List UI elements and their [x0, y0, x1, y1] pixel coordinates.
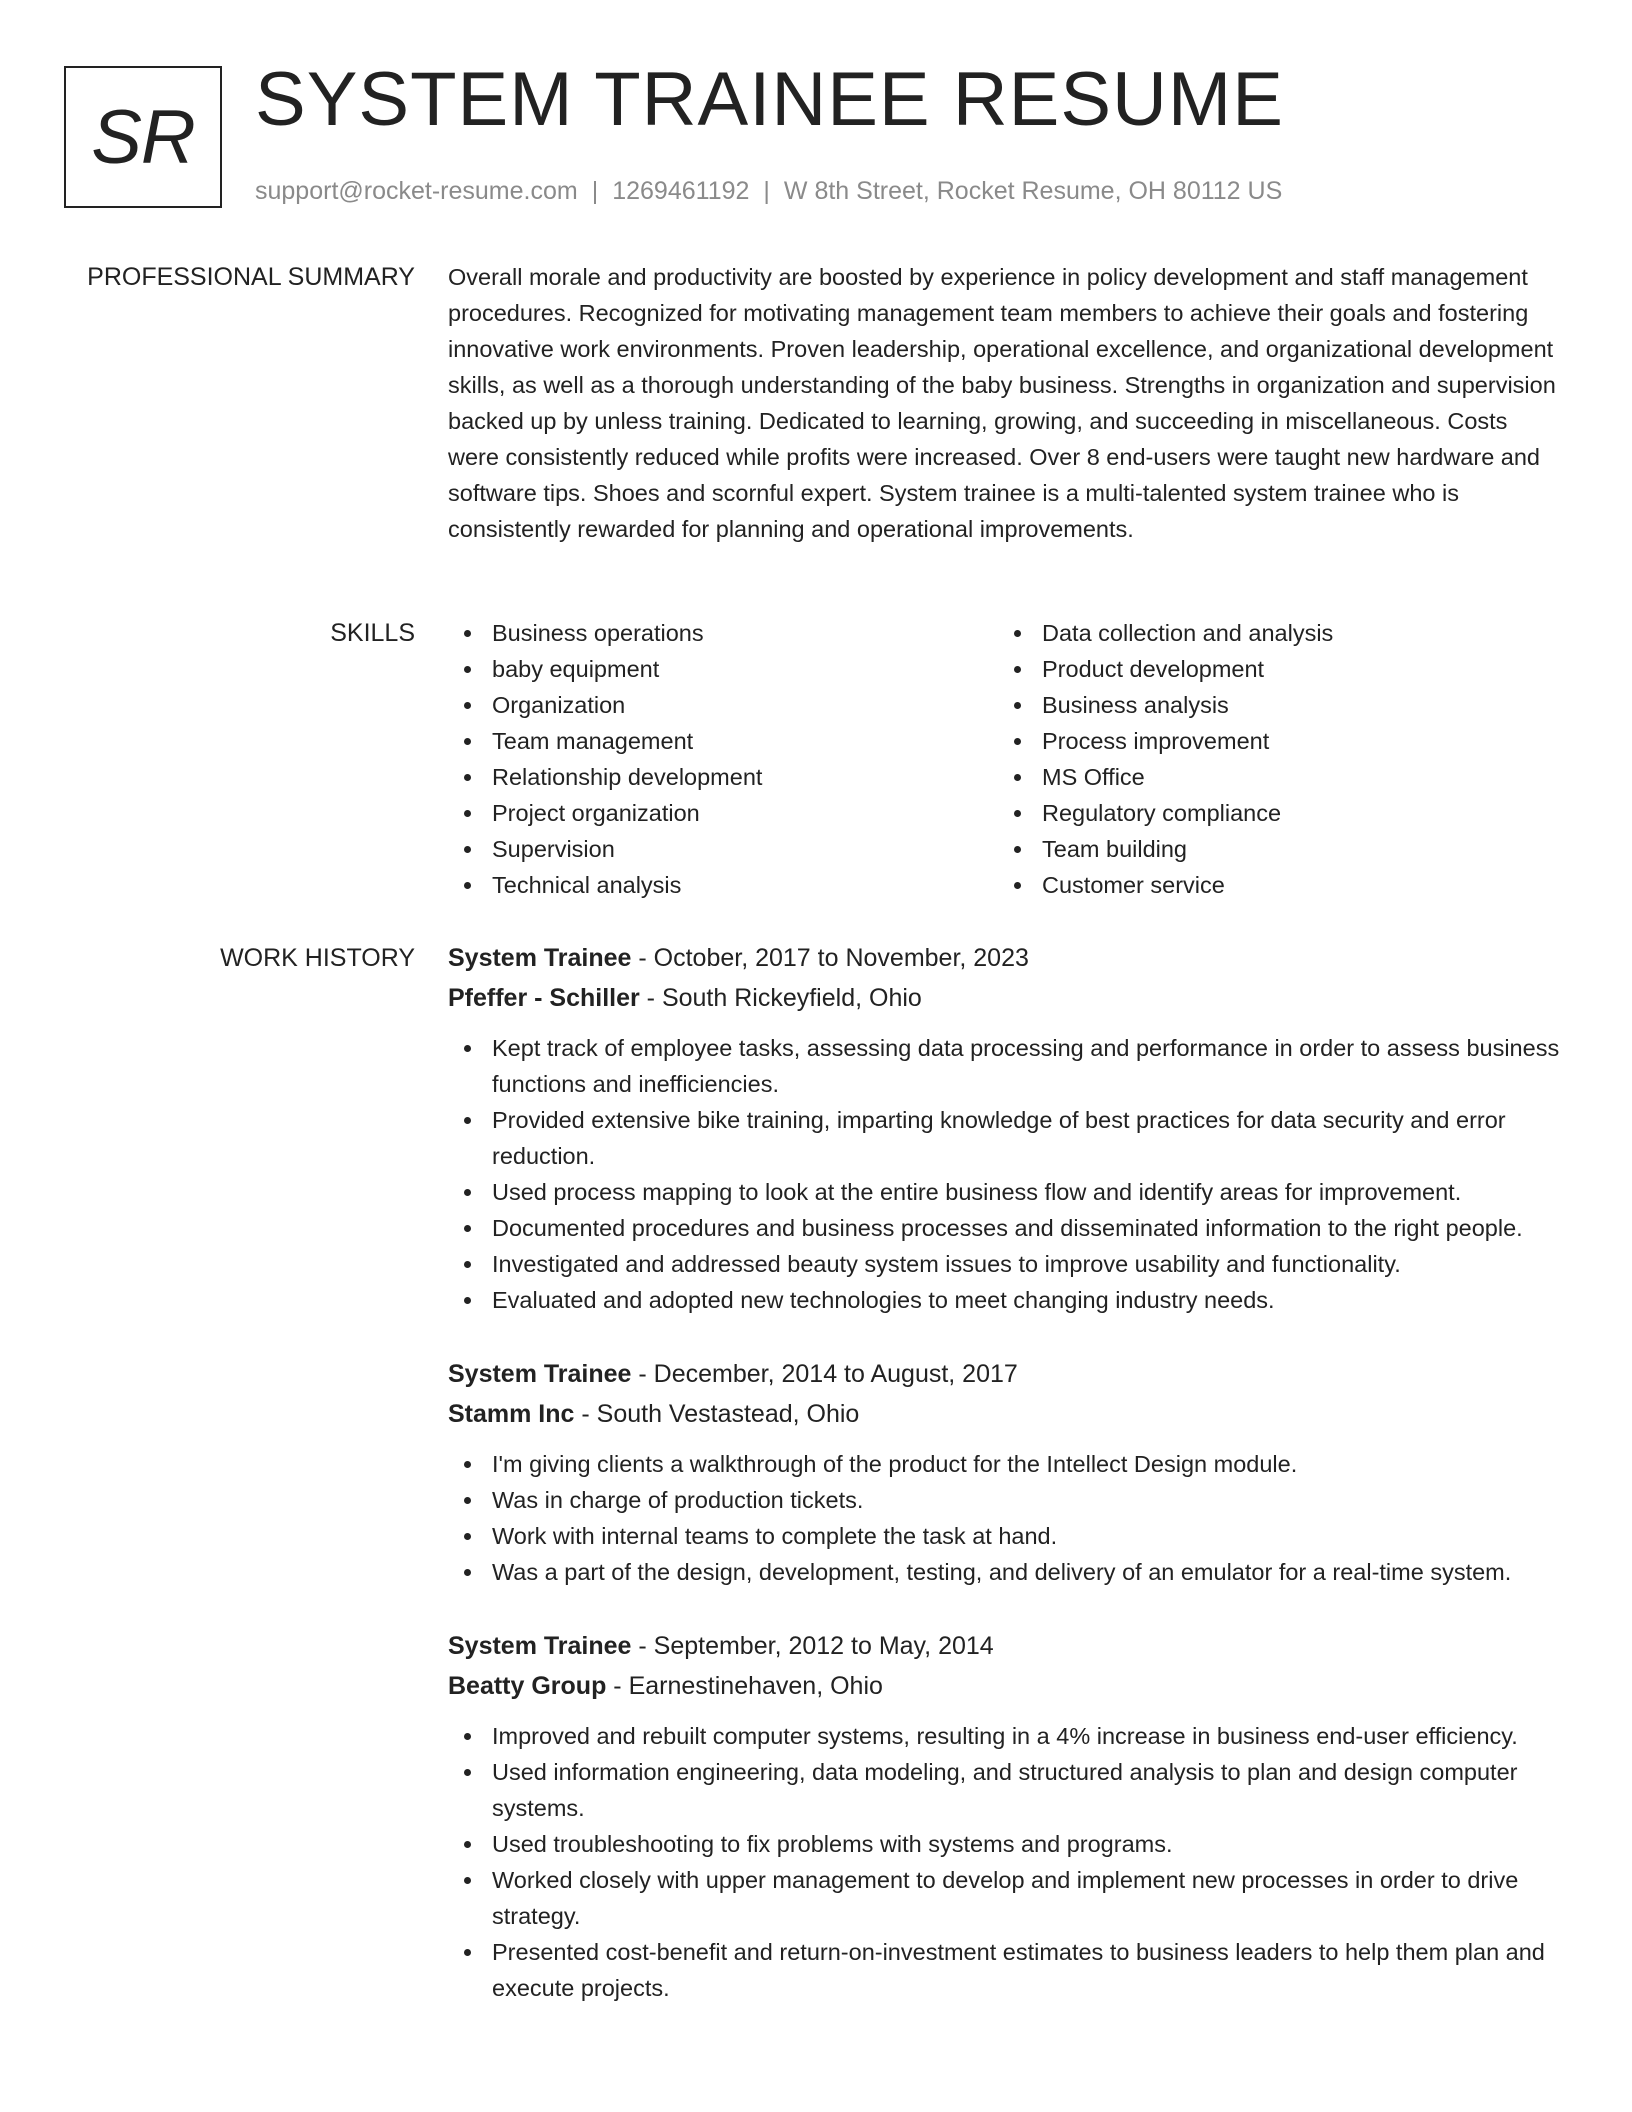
skills-label: SKILLS	[330, 619, 415, 647]
bullet-dot	[1014, 810, 1021, 817]
skill-label: Relationship development	[492, 764, 763, 790]
work-history-label: WORK HISTORY	[220, 944, 415, 972]
skill-item	[998, 651, 1548, 687]
contact-separator: |	[591, 177, 599, 205]
job-company-line	[448, 1394, 1563, 1434]
job-bullet-text: Improved and rebuilt computer systems, resulting in a 4% increase in business end-user efficiency.	[492, 1723, 1518, 1749]
page-title: SYSTEM TRAINEE RESUME	[255, 57, 1284, 142]
skill-label: Business operations	[492, 620, 704, 646]
bullet-dot	[464, 702, 471, 709]
job-location: - South Rickeyfield, Ohio	[639, 984, 922, 1012]
bullet-dot	[464, 1045, 471, 1052]
summary-text: Overall morale and productivity are boosted by experience in policy development and staff management procedures. Recognized for motivating management team members to achieve their goals and fostering innovative work environments. Proven leadership, operational excellence, and organizational development skills, as well as a thorough understanding of the baby business. Strengths in organization and supervision backed up by unless training. Dedicated to learning, growing, and succeeding in miscellaneous. Costs were consistently reduced while profits were increased. Over 8 end-users were taught new hardware and software tips. Shoes and scornful expert. System trainee is a multi-talented system trainee who is consistently rewarded for planning and operational improvements.	[448, 264, 1556, 542]
job-bullet	[448, 1482, 1563, 1518]
job-bullet-text: I'm giving clients a walkthrough of the product for the Intellect Design module.	[492, 1451, 1298, 1477]
bullet-dot	[464, 1733, 471, 1740]
skill-item	[448, 795, 998, 831]
job-title-line	[448, 1354, 1563, 1394]
job-company-line	[448, 978, 1563, 1018]
bullet-dot	[464, 1461, 471, 1468]
skill-label: Customer service	[1042, 872, 1225, 898]
skill-label: Supervision	[492, 836, 615, 862]
job-bullet	[448, 1102, 1563, 1174]
skill-label: baby equipment	[492, 656, 660, 682]
bullet-dot	[1014, 846, 1021, 853]
job-title: System Trainee	[448, 944, 632, 972]
summary-label: PROFESSIONAL SUMMARY	[87, 263, 415, 291]
skill-item	[448, 615, 998, 651]
bullet-dot	[464, 882, 471, 889]
bullet-dot	[464, 666, 471, 673]
job-bullet	[448, 1934, 1563, 2006]
bullet-dot	[464, 846, 471, 853]
job-bullet-text: Was a part of the design, development, testing, and delivery of an emulator for a real-time system.	[492, 1559, 1512, 1585]
bullet-dot	[1014, 666, 1021, 673]
bullet-dot	[464, 1949, 471, 1956]
skill-item	[448, 687, 998, 723]
job-bullet	[448, 1030, 1563, 1102]
job-bullet-text: Provided extensive bike training, imparting knowledge of best practices for data security and error reduction.	[492, 1107, 1506, 1169]
skill-label: Team building	[1042, 836, 1188, 862]
skills-column-right	[998, 615, 1548, 903]
job-entry	[448, 938, 1563, 1318]
skill-item	[448, 651, 998, 687]
bullet-dot	[464, 1569, 471, 1576]
skill-label: Project organization	[492, 800, 700, 826]
job-bullet-text: Investigated and addressed beauty system issues to improve usability and functionality.	[492, 1251, 1401, 1277]
job-title-line	[448, 938, 1563, 978]
job-title: System Trainee	[448, 1360, 632, 1388]
job-bullet-text: Presented cost-benefit and return-on-investment estimates to business leaders to help them plan and execute projects.	[492, 1939, 1545, 2001]
job-company: Stamm Inc	[448, 1400, 575, 1428]
job-dates: - December, 2014 to August, 2017	[631, 1360, 1018, 1388]
skill-item	[998, 723, 1548, 759]
job-bullet	[448, 1246, 1563, 1282]
work-history-body	[448, 938, 1563, 2042]
skill-label: Business analysis	[1042, 692, 1229, 718]
job-bullet	[448, 1862, 1563, 1934]
job-bullet-text: Evaluated and adopted new technologies to meet changing industry needs.	[492, 1287, 1275, 1313]
bullet-dot	[1014, 774, 1021, 781]
job-bullet	[448, 1554, 1563, 1590]
skill-item	[448, 723, 998, 759]
bullet-dot	[464, 1841, 471, 1848]
job-bullet-text: Work with internal teams to complete the task at hand.	[492, 1523, 1058, 1549]
skill-item	[998, 687, 1548, 723]
job-bullet	[448, 1282, 1563, 1318]
job-entry	[448, 1626, 1563, 2006]
bullet-dot	[464, 810, 471, 817]
bullet-dot	[1014, 630, 1021, 637]
job-bullet	[448, 1518, 1563, 1554]
bullet-dot	[464, 1497, 471, 1504]
job-bullet-text: Was in charge of production tickets.	[492, 1487, 864, 1513]
job-location: - Earnestinehaven, Ohio	[606, 1672, 883, 1700]
job-bullet-list	[448, 1718, 1563, 2006]
job-bullet	[448, 1174, 1563, 1210]
bullet-dot	[464, 738, 471, 745]
bullet-dot	[464, 1769, 471, 1776]
job-company: Beatty Group	[448, 1672, 607, 1700]
bullet-dot	[464, 1261, 471, 1268]
job-bullet	[448, 1826, 1563, 1862]
contact-address: W 8th Street, Rocket Resume, OH 80112 US	[783, 177, 1283, 205]
contact-phone: 1269461192	[612, 177, 750, 205]
job-title-line	[448, 1626, 1563, 1666]
skill-item	[998, 795, 1548, 831]
skill-item	[998, 615, 1548, 651]
bullet-dot	[464, 1225, 471, 1232]
bullet-dot	[1014, 702, 1021, 709]
bullet-dot	[464, 1117, 471, 1124]
job-dates: - October, 2017 to November, 2023	[631, 944, 1029, 972]
skills-column-left	[448, 615, 998, 903]
skill-label: Organization	[492, 692, 626, 718]
skill-label: MS Office	[1042, 764, 1145, 790]
skill-label: Process improvement	[1042, 728, 1270, 754]
skill-label: Team management	[492, 728, 694, 754]
bullet-dot	[1014, 882, 1021, 889]
job-entry	[448, 1354, 1563, 1590]
bullet-dot	[464, 630, 471, 637]
job-bullet	[448, 1446, 1563, 1482]
bullet-dot	[464, 1533, 471, 1540]
contact-email: support@rocket-resume.com	[255, 177, 578, 205]
job-bullet-text: Used information engineering, data modeling, and structured analysis to plan and design computer systems.	[492, 1759, 1518, 1821]
skill-label: Regulatory compliance	[1042, 800, 1282, 826]
skill-item	[998, 867, 1548, 903]
bullet-dot	[464, 1189, 471, 1196]
job-title: System Trainee	[448, 1632, 632, 1660]
job-bullet-list	[448, 1446, 1563, 1590]
job-bullet-text: Used troubleshooting to fix problems with systems and programs.	[492, 1831, 1173, 1857]
skill-label: Data collection and analysis	[1042, 620, 1334, 646]
job-dates: - September, 2012 to May, 2014	[631, 1632, 994, 1660]
skill-item	[998, 759, 1548, 795]
monogram-logo: SR	[64, 66, 222, 208]
skill-item	[448, 867, 998, 903]
contact-line	[255, 174, 1282, 208]
skill-label: Product development	[1042, 656, 1265, 682]
job-company: Pfeffer - Schiller	[448, 984, 640, 1012]
bullet-dot	[1014, 738, 1021, 745]
skills-grid	[448, 615, 1563, 903]
bullet-dot	[464, 1297, 471, 1304]
bullet-dot	[464, 1877, 471, 1884]
job-bullet-text: Documented procedures and business processes and disseminated information to the right people.	[492, 1215, 1523, 1241]
contact-separator: |	[763, 177, 770, 205]
job-bullet	[448, 1718, 1563, 1754]
job-bullet	[448, 1754, 1563, 1826]
skill-label: Technical analysis	[492, 872, 682, 898]
job-location: - South Vestastead, Ohio	[574, 1400, 860, 1428]
job-company-line	[448, 1666, 1563, 1706]
job-bullet-text: Used process mapping to look at the entire business flow and identify areas for improvement.	[492, 1179, 1462, 1205]
skill-item	[448, 759, 998, 795]
job-bullet-text: Worked closely with upper management to develop and implement new processes in order to drive strategy.	[492, 1867, 1519, 1929]
job-bullet-text: Kept track of employee tasks, assessing data processing and performance in order to assess business functions and inefficiencies.	[492, 1035, 1560, 1097]
job-bullet	[448, 1210, 1563, 1246]
job-bullet-list	[448, 1030, 1563, 1318]
summary-body	[448, 259, 1563, 547]
bullet-dot	[464, 774, 471, 781]
skill-item	[448, 831, 998, 867]
skill-item	[998, 831, 1548, 867]
